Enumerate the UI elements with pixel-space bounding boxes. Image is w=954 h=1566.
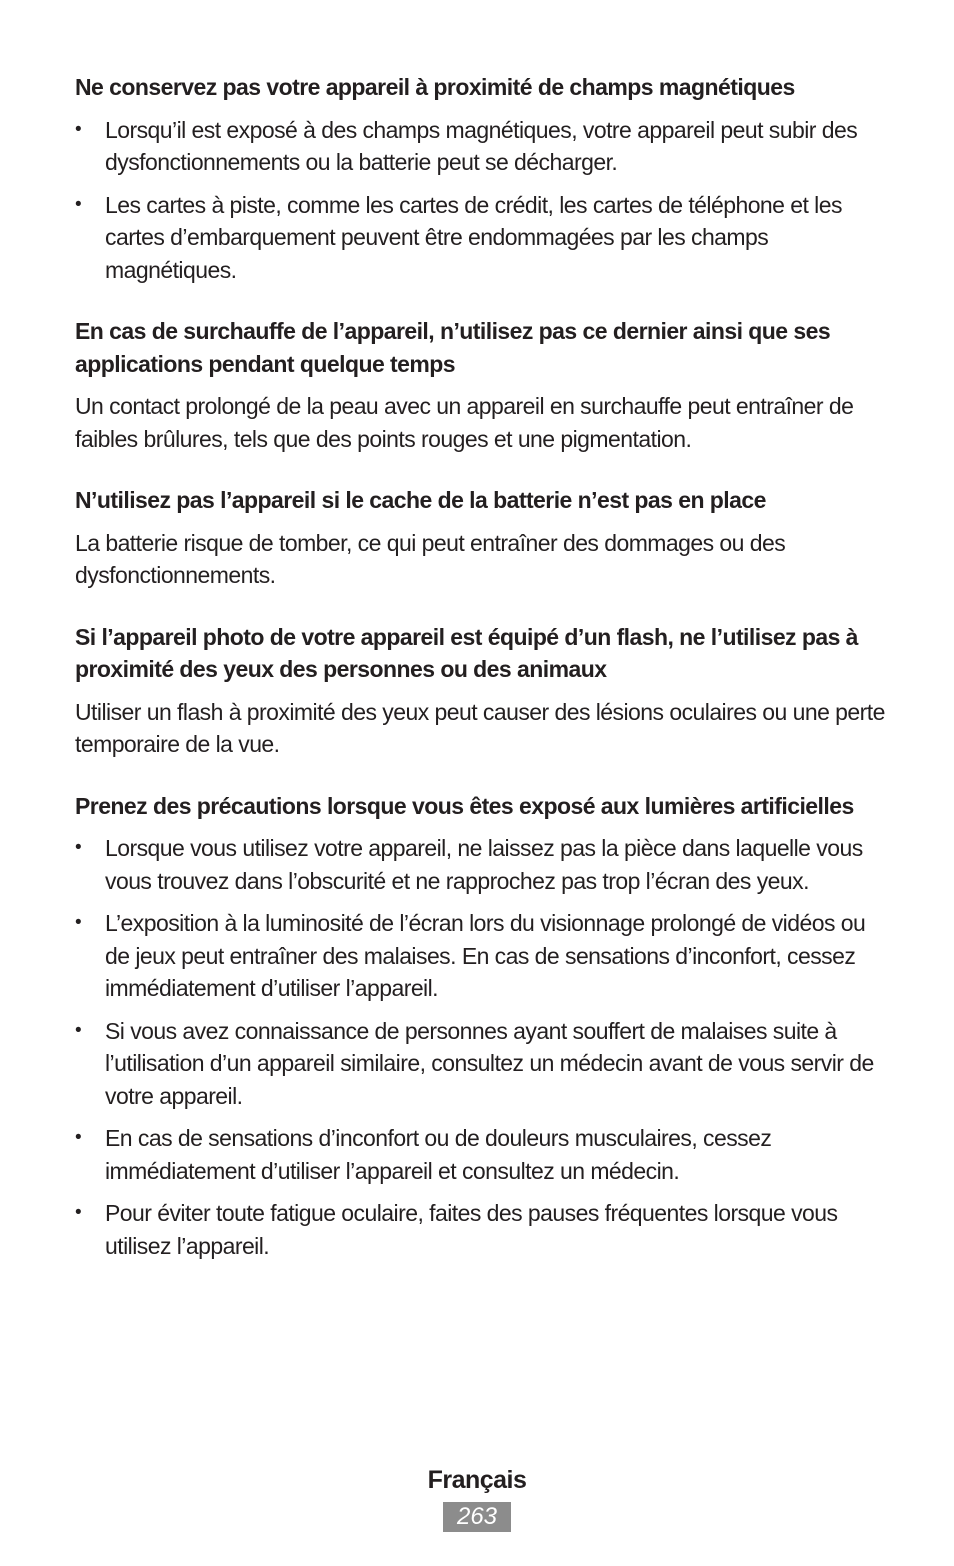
bullet-text: Si vous avez connaissance de personnes ayant souffert de malaises suite à l’utilisation d’un appareil similaire, consultez un médecin avant de vous servir de votre appareil. — [105, 1017, 874, 1109]
section-magnetic-fields — [75, 71, 885, 286]
bullet-marker: • — [75, 912, 82, 933]
section-heading: En cas de surchauffe de l’appareil, n’utilisez pas ce dernier ainsi que ses applications pendant quelque temps — [75, 318, 831, 377]
section-battery-cover — [75, 484, 885, 592]
bullet-text: Pour éviter toute fatigue oculaire, faites des pauses fréquentes lorsque vous utilisez l’appareil. — [105, 1200, 838, 1259]
bullet-text: En cas de sensations d’inconfort ou de douleurs musculaires, cessez immédiatement d’utiliser l’appareil et consultez un médecin. — [105, 1125, 772, 1184]
section-artificial-lights — [75, 790, 885, 1263]
page-footer — [0, 1462, 954, 1532]
bullet-text: Les cartes à piste, comme les cartes de crédit, les cartes de téléphone et les cartes d’embarquement peuvent être endommagées par les champs magnétiques. — [105, 191, 842, 283]
bullet-marker: • — [75, 118, 82, 140]
bullet-marker: • — [75, 1202, 82, 1223]
section-heading: Prenez des précautions lorsque vous êtes exposé aux lumières artificielles — [75, 792, 854, 819]
bullet-item — [75, 189, 885, 287]
section-paragraph: Un contact prolongé de la peau avec un appareil en surchauffe peut entraîner de faibles brûlures, tels que des points rouges et une pigmentation. — [75, 393, 854, 452]
bullet-list — [75, 114, 885, 287]
bullet-marker: • — [75, 1019, 82, 1041]
section-paragraph: La batterie risque de tomber, ce qui peut entraîner des dommages ou des dysfonctionnements. — [75, 529, 786, 588]
bullet-text: L’exposition à la luminosité de l’écran lors du visionnage prolongé de vidéos ou de jeux peut entraîner des malaises. En cas de sensations d’inconfort, cessez immédiatement d’utiliser l’appareil. — [105, 910, 866, 1001]
bullet-item — [75, 1122, 885, 1187]
bullet-text: Lorsque vous utilisez votre appareil, ne laissez pas la pièce dans laquelle vous vous trouvez dans l’obscurité et ne rapprochez pas trop l’écran des yeux. — [105, 835, 863, 894]
bullet-marker: • — [75, 193, 82, 215]
section-heading: N’utilisez pas l’appareil si le cache de la batterie n’est pas en place — [75, 487, 766, 513]
bullet-item — [75, 1015, 885, 1113]
section-camera-flash — [75, 621, 885, 761]
bullet-item — [75, 114, 885, 179]
page-number: 263 — [443, 1502, 511, 1532]
section-paragraph: Utiliser un flash à proximité des yeux peut causer des lésions oculaires ou une perte temporaire de la vue. — [75, 698, 885, 757]
bullet-item — [75, 832, 885, 897]
bullet-item — [75, 907, 885, 1005]
bullet-marker: • — [75, 1127, 82, 1148]
section-heading: Si l’appareil photo de votre appareil est équipé d’un flash, ne l’utilisez pas à proximité des yeux des personnes ou des animaux — [75, 623, 858, 682]
bullet-item — [75, 1197, 885, 1262]
footer-language: Français — [427, 1466, 527, 1494]
section-overheating — [75, 315, 885, 455]
document-body — [75, 71, 885, 1291]
bullet-text: Lorsqu’il est exposé à des champs magnétiques, votre appareil peut subir des dysfonctionnements ou la batterie peut se décharger. — [105, 116, 858, 175]
bullet-list — [75, 832, 885, 1262]
section-heading: Ne conservez pas votre appareil à proximité de champs magnétiques — [75, 74, 795, 100]
bullet-marker: • — [75, 837, 82, 858]
